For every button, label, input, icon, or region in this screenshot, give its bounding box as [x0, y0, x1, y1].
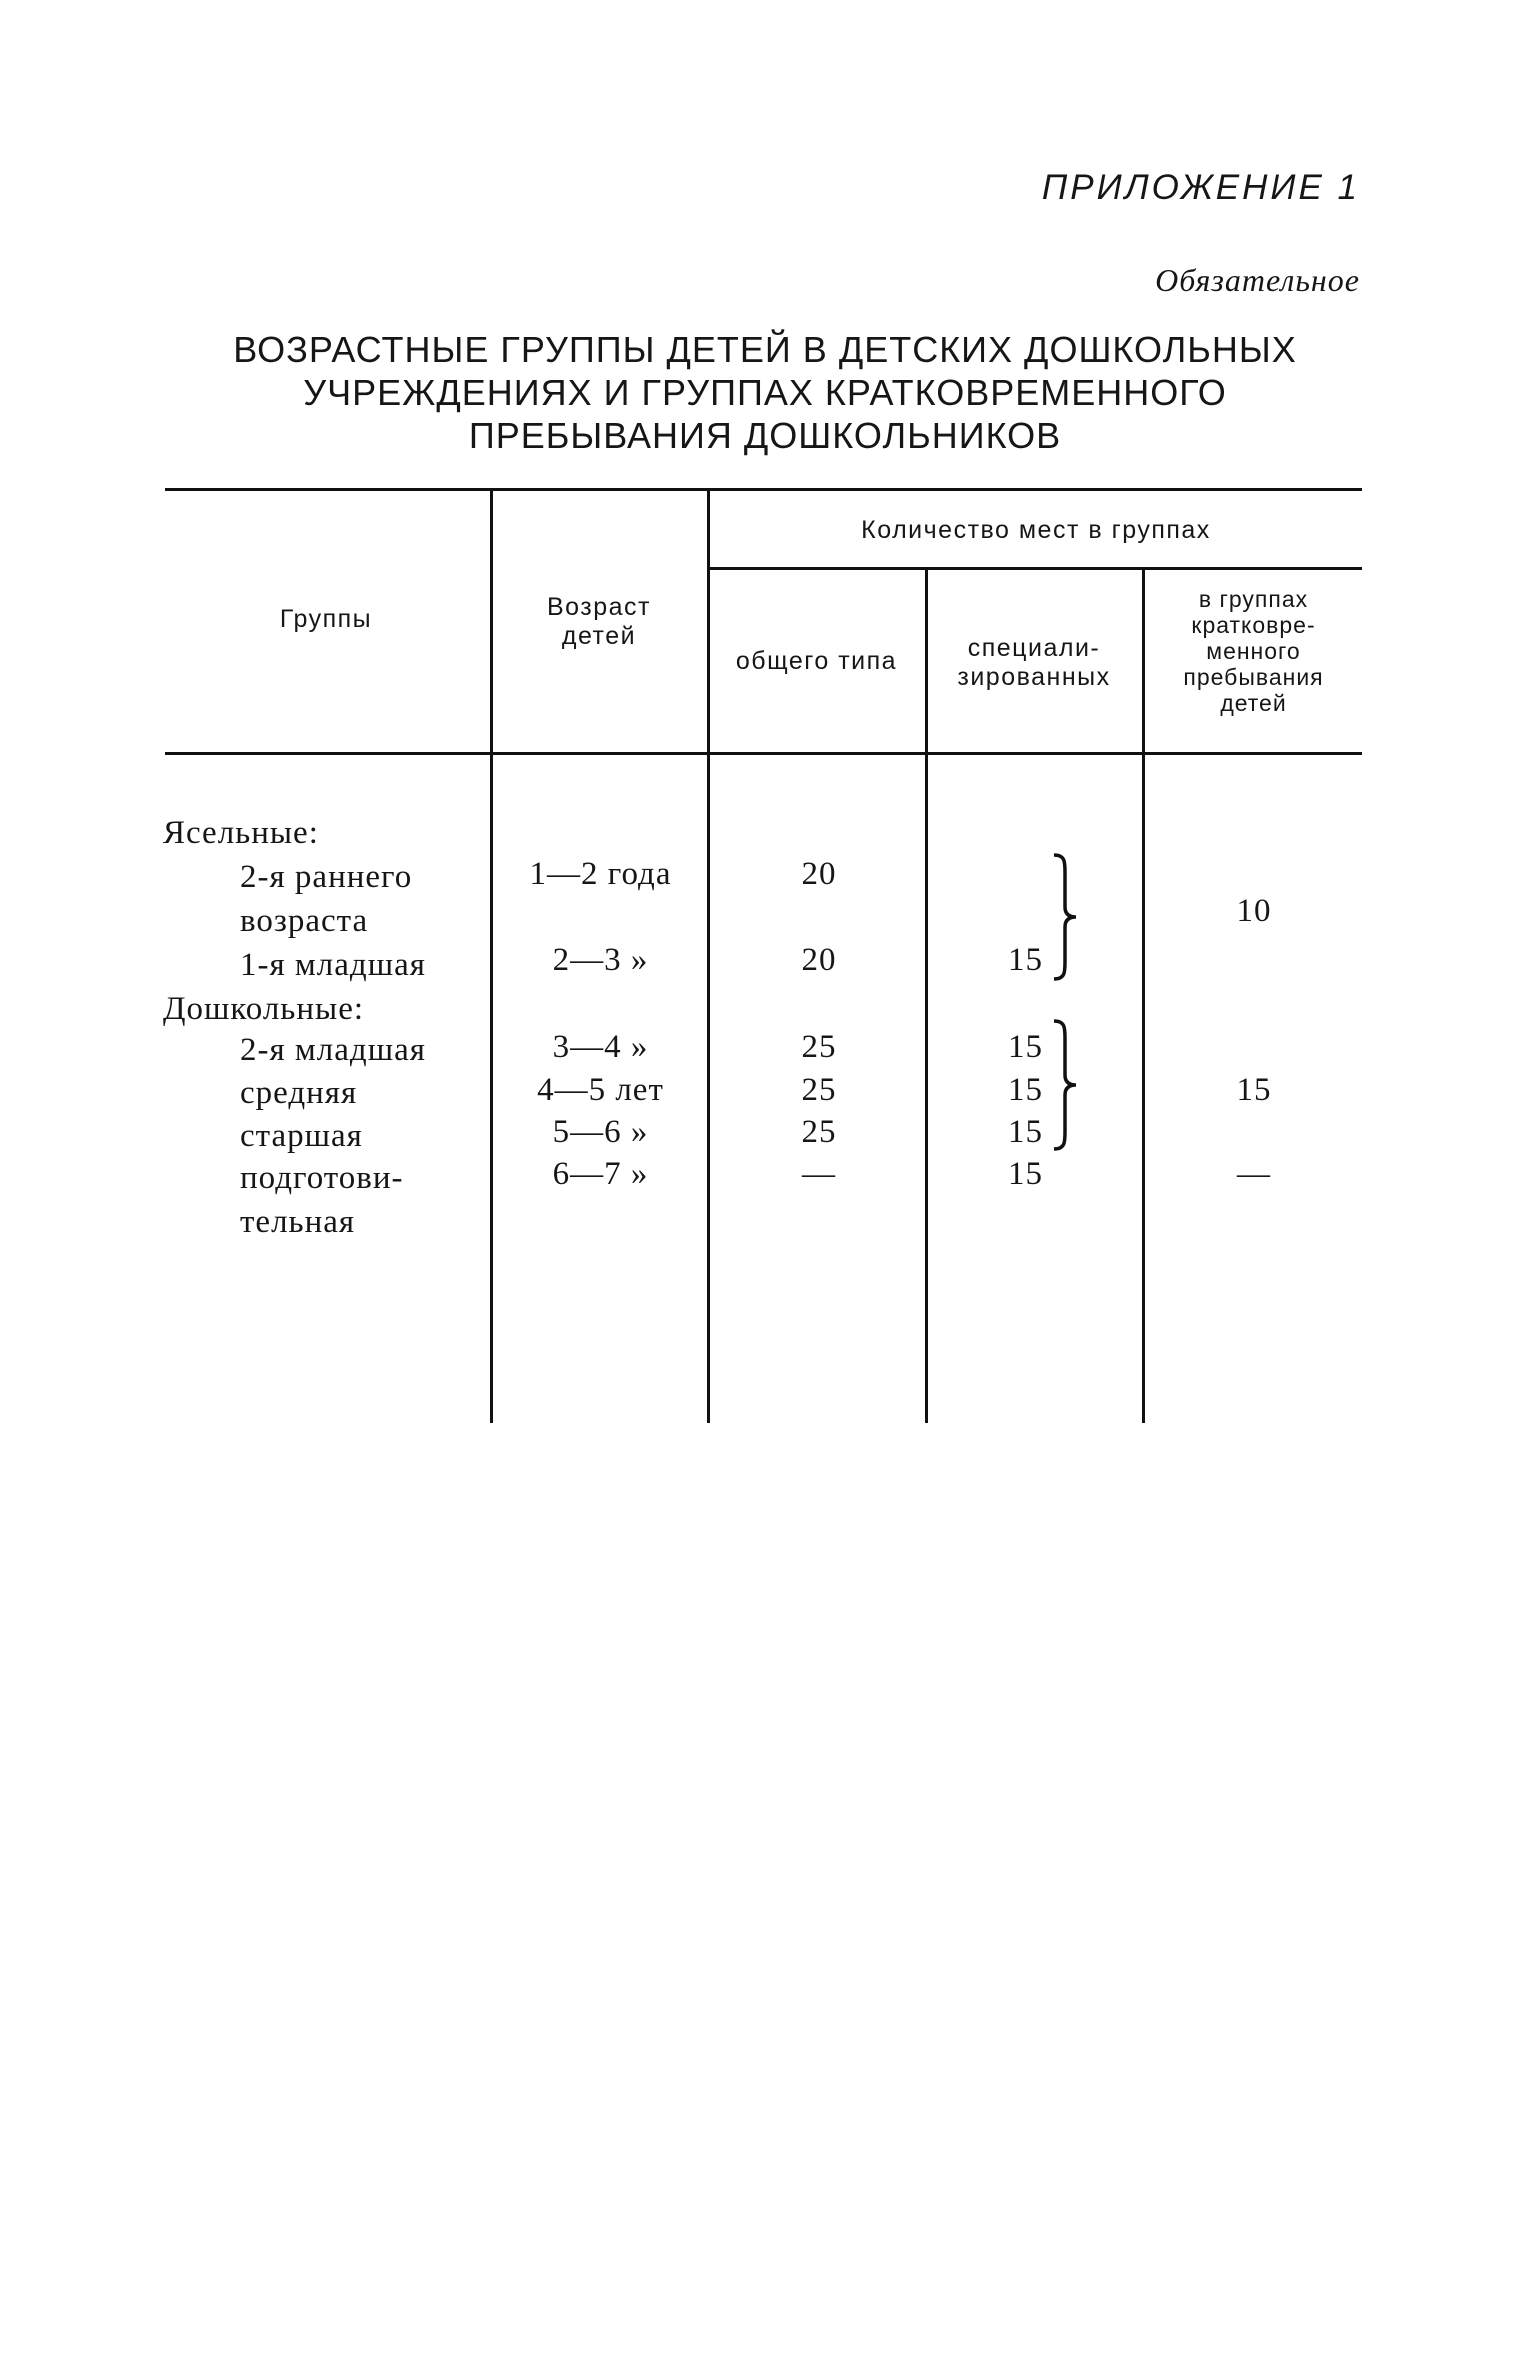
section-preschool: Дошкольные: [163, 991, 365, 1027]
places-subheader-rule [708, 567, 1362, 570]
appendix-label: ПРИЛОЖЕНИЕ 1 [1041, 168, 1360, 207]
group-name: старшая [240, 1118, 363, 1154]
header-general: общего типа [735, 647, 898, 675]
age-value: 1—2 года [529, 856, 672, 892]
short-stay-value: — [1237, 1156, 1271, 1192]
group-name: 2-я раннего [240, 859, 413, 895]
document-title [165, 328, 1365, 457]
specialized-value: 15 [1008, 1072, 1043, 1108]
header-age: Возраст детей [546, 593, 652, 650]
column-divider [925, 567, 928, 1423]
title-line: ВОЗРАСТНЫЕ ГРУППЫ ДЕТЕЙ В ДЕТСКИХ ДОШКОЛЬНЫХ [233, 329, 1297, 370]
group-name: тельная [240, 1204, 356, 1240]
specialized-value: 15 [1008, 1156, 1043, 1192]
header-groups: Группы [279, 605, 373, 633]
general-value: — [802, 1156, 836, 1192]
short-stay-value: 10 [1236, 893, 1272, 929]
group-name: возраста [240, 903, 369, 939]
age-value: 5—6 » [552, 1114, 649, 1150]
age-value: 3—4 » [552, 1029, 649, 1065]
age-value: 2—3 » [552, 942, 649, 978]
general-value: 20 [801, 856, 837, 892]
group-name: 2-я младшая [240, 1032, 426, 1068]
header-short-stay: в группах кратковре- менного пребывания детей [1183, 586, 1324, 716]
specialized-value: 15 [1008, 1114, 1043, 1150]
title-line: УЧРЕЖДЕНИЯХ И ГРУППАХ КРАТКОВРЕМЕННОГО [303, 372, 1227, 413]
general-value: 20 [801, 942, 837, 978]
specialized-value: 15 [1008, 1029, 1043, 1065]
general-value: 25 [801, 1072, 837, 1108]
title-line: ПРЕБЫВАНИЯ ДОШКОЛЬНИКОВ [468, 415, 1062, 456]
general-value: 25 [801, 1029, 837, 1065]
age-value: 4—5 лет [537, 1072, 664, 1108]
age-value: 6—7 » [552, 1156, 649, 1192]
general-value: 25 [801, 1114, 837, 1150]
group-name: средняя [240, 1075, 358, 1111]
header-bottom-rule [165, 752, 1362, 755]
short-stay-value: 15 [1236, 1072, 1272, 1108]
table-top-rule [165, 488, 1362, 491]
header-places: Количество мест в группах [861, 516, 1211, 544]
specialized-value: 15 [1008, 942, 1043, 978]
group-name: подготови- [240, 1160, 404, 1196]
status-label: Обязательное [1155, 262, 1360, 298]
section-nursery: Ясельные: [163, 815, 319, 851]
header-specialized: специали- зированных [957, 634, 1111, 691]
group-name: 1-я младшая [240, 947, 426, 983]
